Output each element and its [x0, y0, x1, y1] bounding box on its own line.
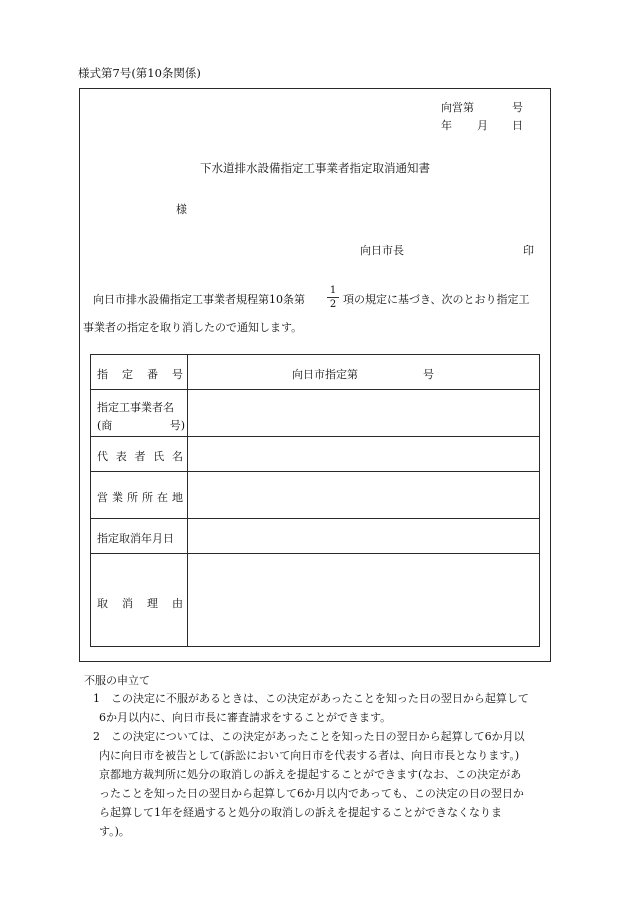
body-text-part1: 向日市排水設備指定工事業者規程第10条第 [93, 293, 305, 306]
designation-value-prefix: 向日市指定第 [292, 368, 358, 381]
table-row-divider [91, 389, 539, 390]
table-row-divider [91, 436, 539, 437]
appeal-note-line: 内に向日市を被告として(訴訟において向日市を代表する者は、向日市長となります。) [99, 749, 520, 762]
appeal-notes-heading: 不服の申立て [84, 674, 150, 687]
label-char: 名 [172, 450, 183, 463]
date-month-label: 月 [477, 119, 488, 132]
trade-name-open: (商 [97, 419, 113, 432]
row-label-designation-number [97, 366, 183, 382]
clause-fraction [327, 285, 339, 310]
row-label-revocation-date: 指定取消年月日 [97, 532, 174, 545]
appeal-note-line: ら起算して1年を経過すると処分の取消しの訴えを提起することができなくなりま [99, 806, 502, 819]
label-char: 在 [157, 491, 168, 504]
label-char: 地 [172, 491, 183, 504]
appeal-note-line: ったことを知った日の翌日から起算して6か月以内であっても、この決定の日の翌日か [99, 787, 524, 800]
issuer-name: 向日市長 [360, 244, 404, 257]
label-char: 代 [97, 450, 108, 463]
appeal-note-line: 京都地方裁判所に処分の取消しの訴えを提起することができます(なお、この決定があ [99, 768, 522, 781]
designation-value-suffix: 号 [423, 368, 434, 381]
label-char: 者 [134, 450, 146, 463]
label-char: 氏 [153, 450, 165, 463]
seal-mark: 印 [523, 244, 534, 257]
appeal-note-line: す。)。 [99, 825, 130, 838]
label-char: 由 [172, 597, 183, 610]
table-row-divider [91, 471, 539, 472]
body-text-part2: 項の規定に基づき、次のとおり指定工 [343, 293, 530, 306]
row-label-representative [97, 448, 183, 464]
label-char: 理 [147, 597, 158, 610]
label-char: 所 [127, 491, 138, 504]
date-day-label: 日 [512, 119, 523, 132]
row-label-contractor-name [97, 399, 183, 433]
label-char: 業 [112, 491, 123, 504]
appeal-note-line: 1 この決定に不服があるときは、この決定があったことを知った日の翌日から起算して [93, 692, 529, 705]
label-char: 指 [97, 368, 108, 381]
contractor-name-line2 [97, 417, 185, 433]
fraction-bar [327, 297, 339, 298]
label-char: 定 [122, 368, 133, 381]
table-column-divider [187, 355, 188, 646]
document-title: 下水道排水設備指定工事業者指定取消通知書 [200, 161, 430, 175]
contractor-name-line1: 指定工事業者名 [97, 401, 174, 414]
row-label-revocation-reason [97, 595, 183, 611]
fraction-denominator: 2 [329, 299, 337, 310]
document-number-suffix: 号 [512, 101, 523, 114]
trade-name-close: 号) [169, 419, 185, 432]
designation-table [90, 354, 540, 647]
table-row-divider [91, 553, 539, 554]
label-char: 消 [122, 597, 133, 610]
date-year-label: 年 [441, 119, 452, 132]
designation-number-value [187, 366, 539, 382]
label-char: 営 [97, 491, 108, 504]
label-char: 番 [147, 368, 158, 381]
label-char: 号 [172, 368, 183, 381]
fraction-numerator: 1 [329, 285, 337, 296]
label-char: 表 [115, 450, 127, 463]
addressee-honorific: 様 [176, 203, 187, 216]
document-number-label: 向営第 [441, 101, 474, 114]
appeal-note-line: 2 この決定については、この決定があったことを知った日の翌日から起算して6か月以 [93, 730, 525, 743]
label-char: 所 [142, 491, 153, 504]
body-text-line2: 事業者の指定を取り消したので通知します。 [83, 321, 303, 334]
appeal-note-line: 6か月以内に、向日市長に審査請求をすることができます。 [99, 711, 392, 724]
row-label-office-address [97, 489, 183, 505]
label-char: 取 [97, 597, 108, 610]
form-number-label: 様式第7号(第10条関係) [78, 66, 201, 80]
table-row-divider [91, 518, 539, 519]
